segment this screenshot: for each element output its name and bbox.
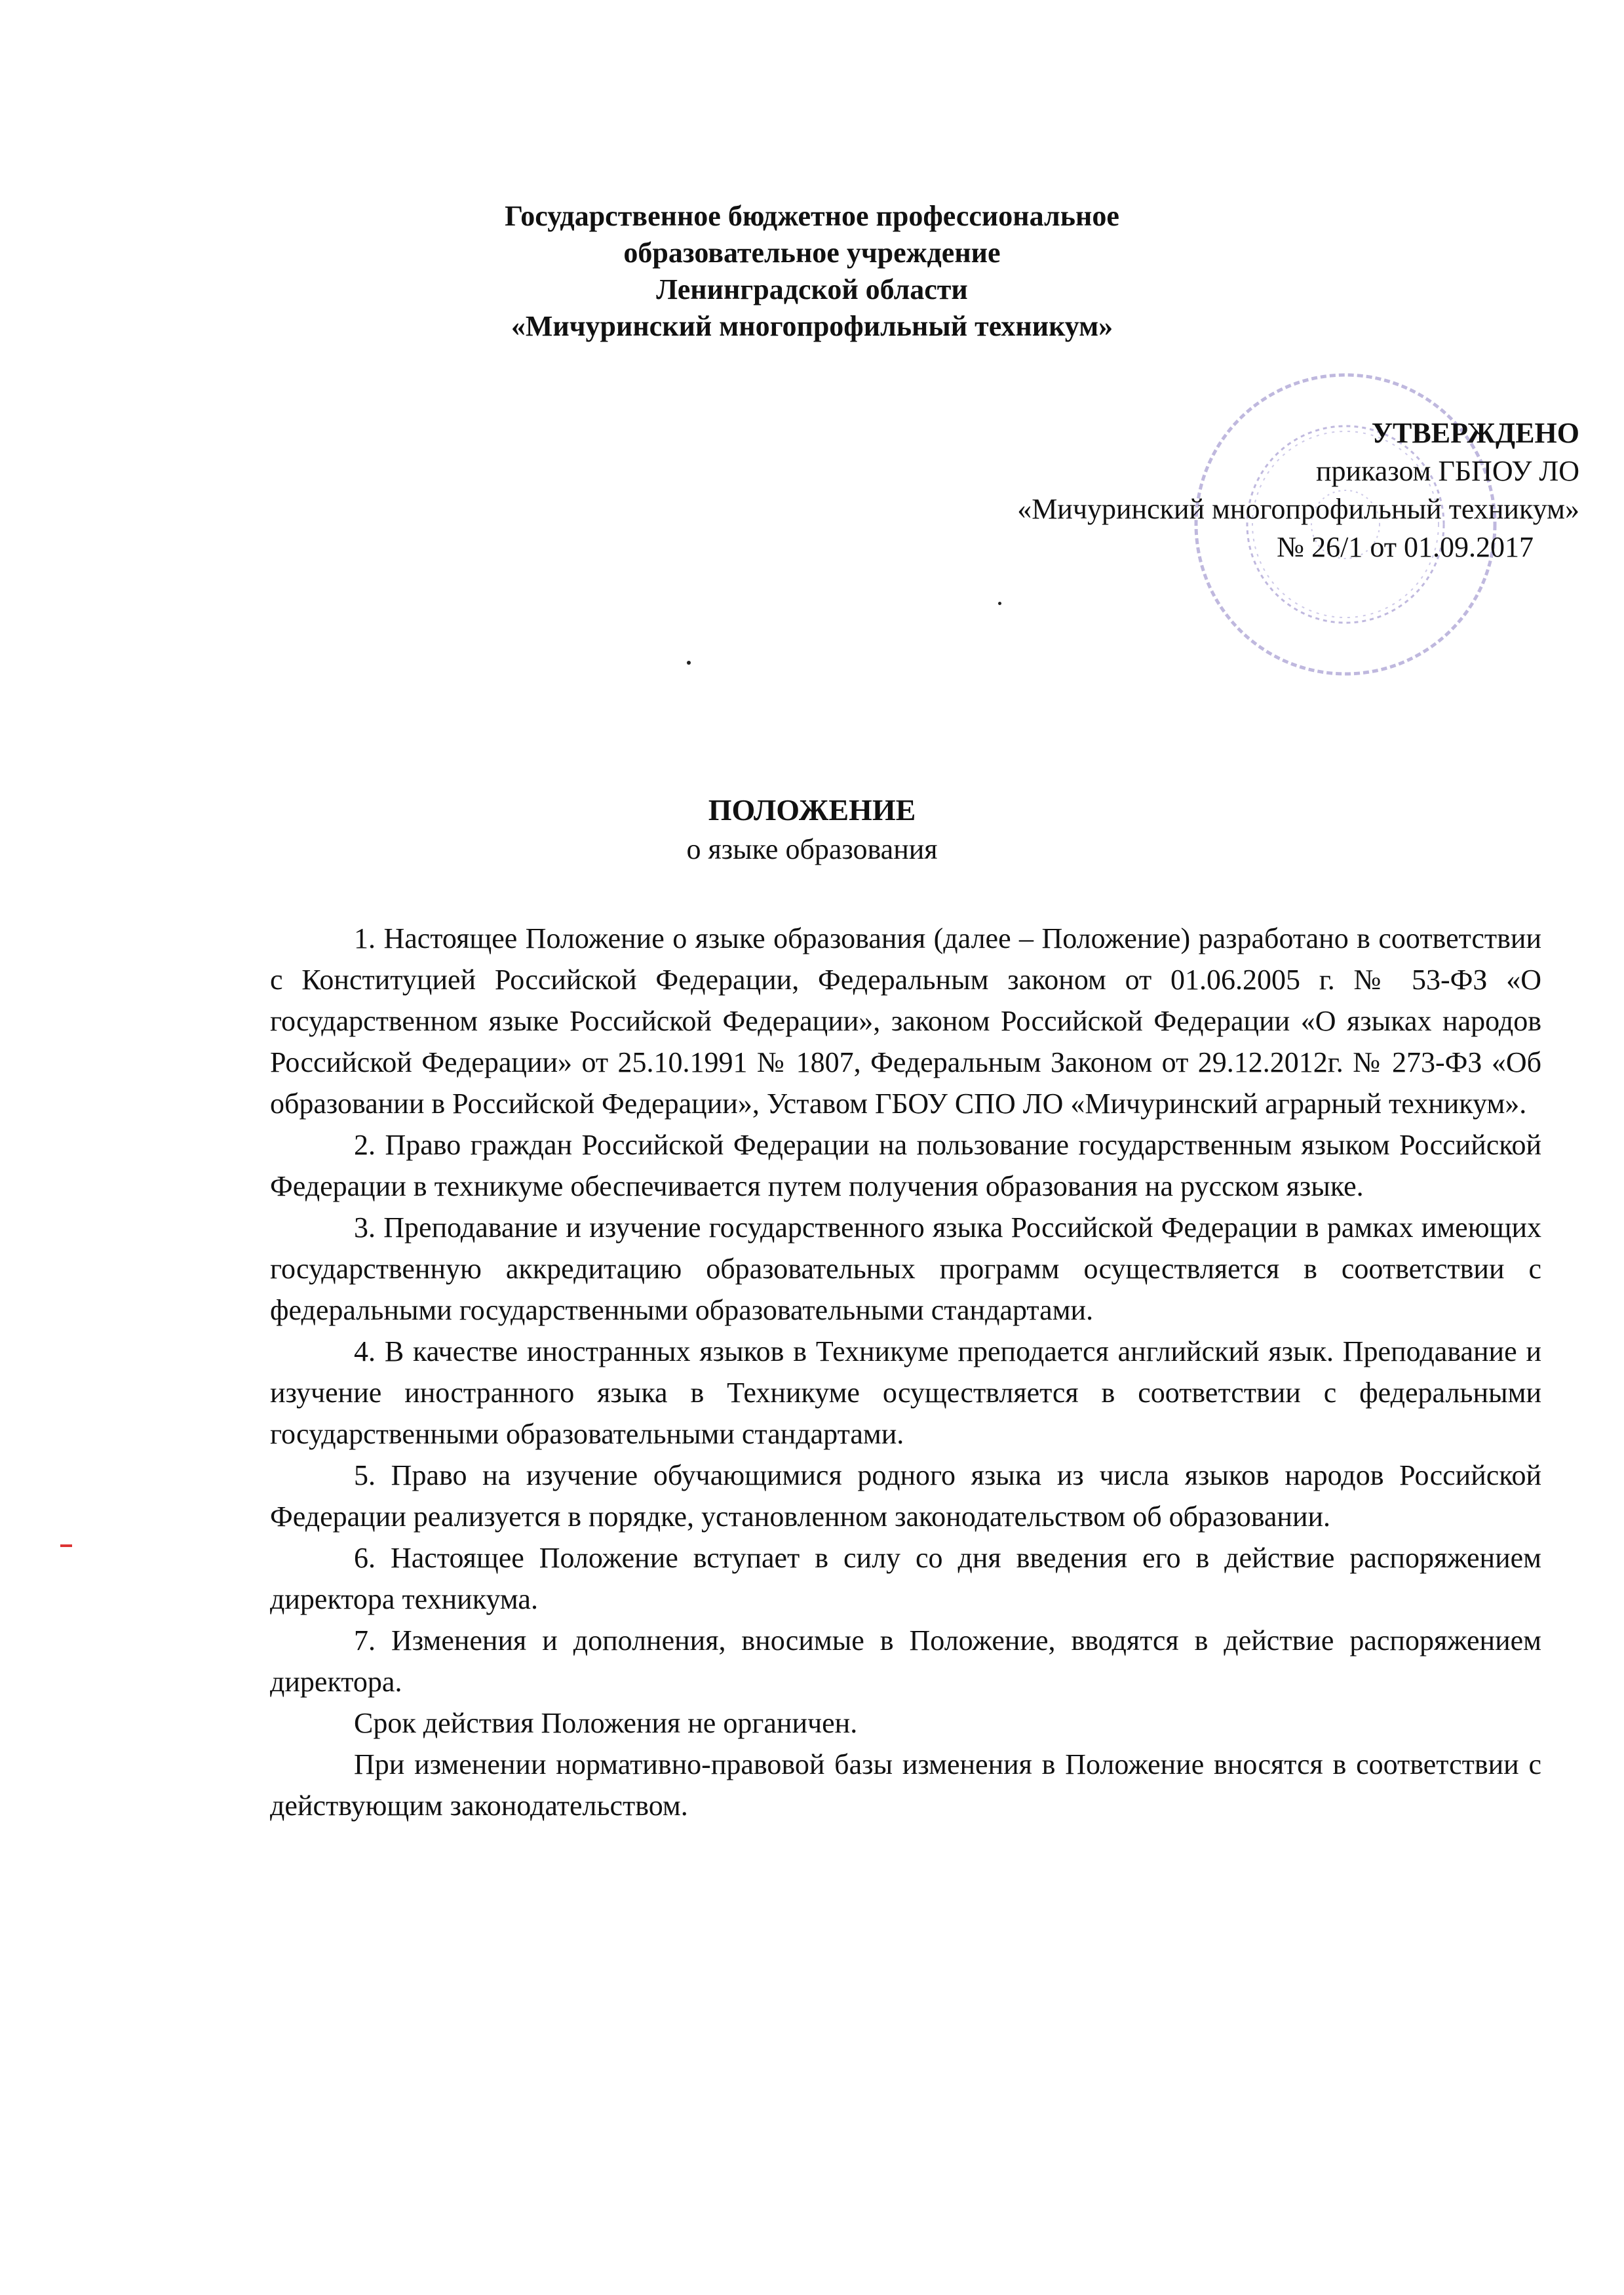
institution-header bbox=[0, 198, 1624, 345]
scan-speck bbox=[687, 661, 691, 665]
approval-number-date: № 26/1 от 01.09.2017 bbox=[1277, 531, 1534, 563]
paragraph-3: 3. Преподавание и изучение государственного языка Российской Федерации в рамках имеющих государственную аккредитацию образовательных программ осуществляется в соответствии с федеральными государственными образовательными стандартами. bbox=[270, 1211, 1541, 1326]
institution-line-1: Государственное бюджетное профессиональное bbox=[505, 200, 1119, 232]
scan-speck bbox=[998, 602, 1001, 605]
paragraph-validity: Срок действия Положения не органичен. bbox=[354, 1707, 858, 1739]
approval-institution-line: «Мичуринский многопрофильный техникум» bbox=[1017, 493, 1579, 525]
document-body bbox=[270, 918, 1541, 1826]
institution-line-3: Ленинградской области bbox=[656, 273, 968, 305]
document-subtitle: о языке образования bbox=[686, 833, 938, 865]
scan-mark bbox=[60, 1544, 72, 1547]
approval-order-line: приказом ГБПОУ ЛО bbox=[1315, 455, 1579, 487]
paragraph-7: 7. Изменения и дополнения, вносимые в Положение, вводятся в действие распоряжением директора. bbox=[270, 1624, 1541, 1698]
document-title: ПОЛОЖЕНИЕ bbox=[708, 793, 916, 827]
approved-title: УТВЕРЖДЕНО bbox=[1371, 417, 1579, 449]
paragraph-6: 6. Настоящее Положение вступает в силу со дня введения его в действие распоряжением директора техникума. bbox=[270, 1542, 1541, 1615]
approval-block bbox=[793, 414, 1579, 566]
paragraph-4: 4. В качестве иностранных языков в Техникуме преподается английский язык. Преподавание и изучение иностранного языка в Техникуме осуществляется в соответствии с федеральными государственными образовательными стандартами. bbox=[270, 1335, 1541, 1450]
institution-line-4: «Мичуринский многопрофильный техникум» bbox=[511, 310, 1113, 342]
paragraph-5: 5. Право на изучение обучающимися родного языка из числа языков народов Российской Федерации реализуется в порядке, установленном законодательством об образовании. bbox=[270, 1459, 1541, 1533]
paragraph-amendments: При изменении нормативно-правовой базы изменения в Положение вносятся в соответствии с действующим законодательством. bbox=[270, 1748, 1541, 1822]
paragraph-1: 1. Настоящее Положение о языке образования (далее – Положение) разработано в соответствии с Конституцией Российской Федерации, Федеральным законом от 01.06.2005 г. № 53-ФЗ «О государственном языке Российской Федерации», законом Российской Федерации «О языках народов Российской Федерации» от 25.10.1991 № 1807, Федеральным Законом от 29.12.2012г. № 273-ФЗ «Об образовании в Российской Федерации», Уставом ГБОУ СПО ЛО «Мичуринский аграрный техникум». bbox=[270, 922, 1541, 1120]
paragraph-2: 2. Право граждан Российской Федерации на пользование государственным языком Российской Федерации в техникуме обеспечивается путем получения образования на русском языке. bbox=[270, 1129, 1541, 1202]
institution-line-2: образовательное учреждение bbox=[623, 237, 1001, 269]
